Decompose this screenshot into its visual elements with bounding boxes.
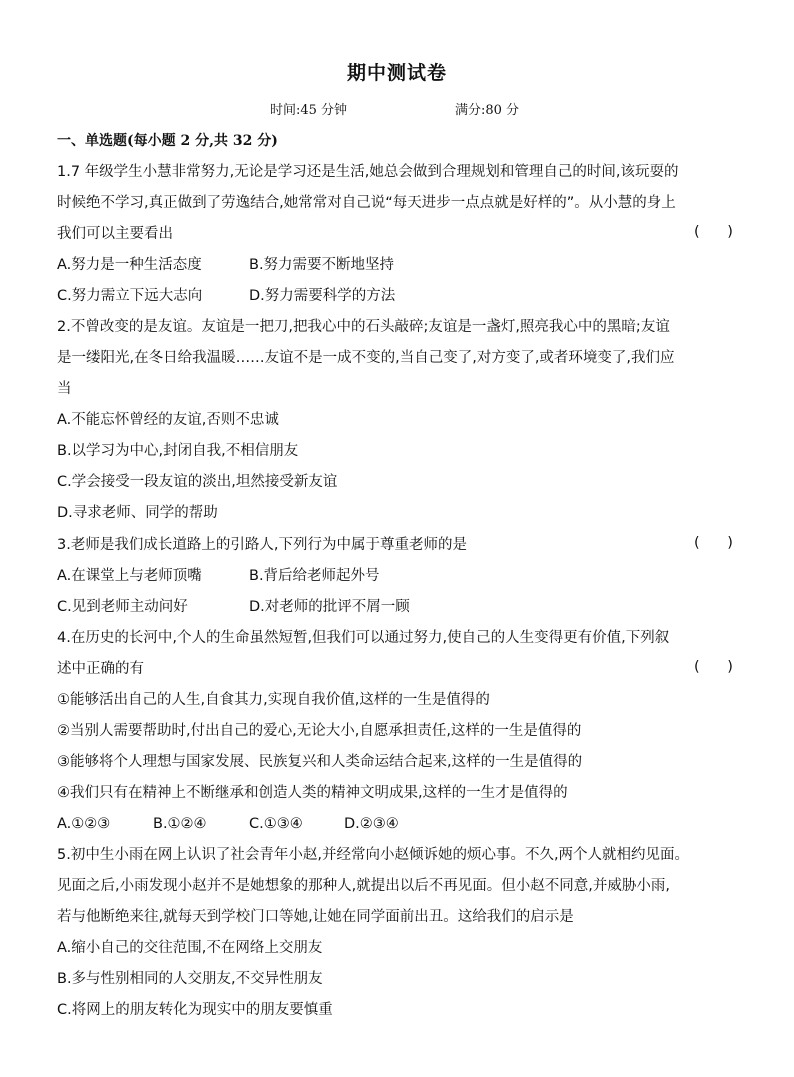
q4-statement-3: ③能够将个人理想与国家发展、民族复兴和人类命运结合起来,这样的一生是值得的 (57, 754, 583, 770)
q1-stem-line-2: 时候绝不学习,真正做到了劳逸结合,她常常对自己说“每天进步一点点就是好样的”。从小慧的身上 (57, 195, 676, 211)
total-score: 满分:80 分 (455, 103, 520, 118)
q4-answer-blank: ( ) (694, 659, 733, 675)
q3-answer-blank: ( ) (694, 535, 733, 551)
q1-option-d: D.努力需要科学的方法 (249, 288, 396, 304)
q2-option-d: D.寻求老师、同学的帮助 (57, 505, 218, 521)
q4-option-d: D.②③④ (344, 816, 399, 832)
q5-stem-line-1: 5.初中生小雨在网上认识了社会青年小赵,并经常向小赵倾诉她的烦心事。不久,两个人就相约见面。 (57, 847, 690, 863)
q1-option-a: A.努力是一种生活态度 (57, 257, 202, 273)
q2-option-b: B.以学习为中心,封闭自我,不相信朋友 (57, 443, 299, 459)
q4-stem-line-2: 述中正确的有 (57, 661, 144, 677)
q2-stem-line-3: 当 (57, 381, 72, 397)
q2-option-c: C.学会接受一段友谊的淡出,坦然接受新友谊 (57, 474, 338, 490)
q5-stem-line-3: 若与他断绝来往,就每天到学校门口等她,让她在同学面前出丑。这给我们的启示是 (57, 909, 574, 925)
q1-option-b: B.努力需要不断地坚持 (249, 257, 395, 273)
time-limit: 时间:45 分钟 (270, 103, 348, 118)
q4-statement-4: ④我们只有在精神上不断继承和创造人类的精神文明成果,这样的一生才是值得的 (57, 785, 568, 801)
q1-answer-blank: ( ) (694, 224, 733, 240)
q5-option-c: C.将网上的朋友转化为现实中的朋友要慎重 (57, 1002, 333, 1018)
q1-option-c: C.努力需立下远大志向 (57, 288, 203, 304)
q3-option-c: C.见到老师主动问好 (57, 599, 188, 615)
q3-option-b: B.背后给老师起外号 (249, 568, 380, 584)
section-heading: 一、单选题(每小题 2 分,共 32 分) (57, 133, 278, 149)
q3-stem-line-1: 3.老师是我们成长道路上的引路人,下列行为中属于尊重老师的是 (57, 537, 467, 553)
q3-option-a: A.在课堂上与老师顶嘴 (57, 568, 202, 584)
q4-stem-line-1: 4.在历史的长河中,个人的生命虽然短暂,但我们可以通过努力,使自己的人生变得更有价值,下列叙 (57, 630, 670, 646)
q1-stem-line-3: 我们可以主要看出 (57, 226, 173, 242)
q1-stem-line-1: 1.7 年级学生小慧非常努力,无论是学习还是生活,她总会做到合理规划和管理自己的时间,该玩耍的 (57, 164, 679, 180)
q5-option-b: B.多与性别相同的人交朋友,不交异性朋友 (57, 971, 323, 987)
q5-stem-line-2: 见面之后,小雨发现小赵并不是她想象的那种人,就提出以后不再见面。但小赵不同意,并威胁小雨, (57, 878, 670, 894)
q5-option-a: A.缩小自己的交往范围,不在网络上交朋友 (57, 940, 323, 956)
q2-option-a: A.不能忘怀曾经的友谊,否则不忠诚 (57, 412, 279, 428)
q3-option-d: D.对老师的批评不屑一顾 (249, 599, 410, 615)
q4-option-a: A.①②③ (57, 816, 111, 832)
q2-stem-line-2: 是一缕阳光,在冬日给我温暖……友谊不是一成不变的,当自己变了,对方变了,或者环境变了,我们应 (57, 350, 675, 366)
page-title: 期中测试卷 (346, 62, 447, 84)
q4-option-c: C.①③④ (249, 816, 303, 832)
q4-statement-2: ②当别人需要帮助时,付出自己的爱心,无论大小,自愿承担责任,这样的一生是值得的 (57, 723, 582, 739)
q2-stem-line-1: 2.不曾改变的是友谊。友谊是一把刀,把我心中的石头敲碎;友谊是一盏灯,照亮我心中的黑暗;友谊 (57, 319, 670, 335)
q4-statement-1: ①能够活出自己的人生,自食其力,实现自我价值,这样的一生是值得的 (57, 692, 490, 708)
q4-option-b: B.①②④ (153, 816, 207, 832)
